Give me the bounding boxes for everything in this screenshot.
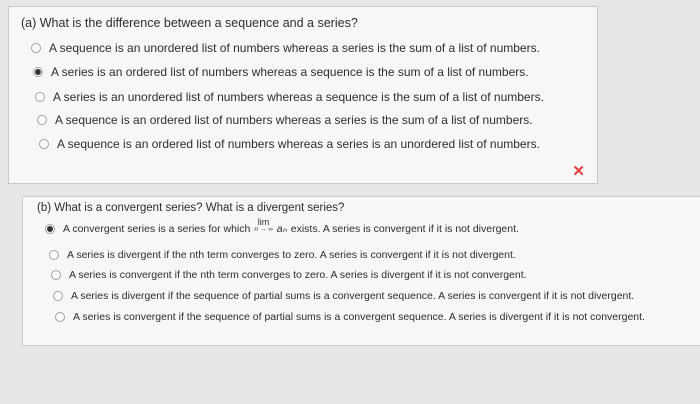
question-b-option-1[interactable] [45, 217, 519, 237]
radio-button[interactable] [51, 270, 61, 280]
radio-button-selected[interactable] [45, 224, 55, 234]
option-label-suffix: exists. A series is convergent if it is not divergent. [290, 222, 519, 235]
question-b-option-2[interactable] [49, 249, 516, 261]
limit-term: aₙ [276, 222, 287, 235]
option-label: A sequence is an ordered list of numbers whereas a series is the sum of a list of numbers. [55, 113, 533, 127]
question-a-panel [8, 6, 598, 184]
radio-button-selected[interactable] [33, 67, 43, 77]
question-a-option-4[interactable] [37, 113, 533, 127]
option-label: A series is an unordered list of numbers whereas a sequence is the sum of a list of numbers. [53, 90, 544, 104]
limit-word: lim [257, 217, 270, 227]
limit-expression [254, 218, 272, 234]
question-b-panel [22, 196, 700, 346]
question-a-option-3[interactable] [35, 90, 544, 104]
option-label: A series is convergent if the nth term converges to zero. A series is divergent if it is not convergent. [69, 269, 527, 281]
radio-button[interactable] [31, 43, 41, 53]
radio-button[interactable] [49, 250, 59, 260]
option-label: A sequence is an ordered list of numbers whereas a series is an unordered list of numbers. [57, 137, 540, 151]
x-mark-icon: ✕ [572, 163, 585, 180]
radio-button[interactable] [53, 291, 63, 301]
option-label: A sequence is an unordered list of numbers whereas a series is the sum of a list of numbers. [49, 41, 540, 55]
radio-button[interactable] [55, 312, 65, 322]
question-a-title: (a) What is the difference between a sequence and a series? [21, 16, 358, 30]
option-label: A series is an ordered list of numbers whereas a sequence is the sum of a list of numbers. [51, 65, 529, 79]
radio-button[interactable] [39, 139, 49, 149]
radio-button[interactable] [35, 92, 45, 102]
option-label: A series is divergent if the nth term converges to zero. A series is convergent if it is not divergent. [67, 249, 516, 261]
question-b-option-3[interactable] [51, 269, 527, 281]
question-b-option-5[interactable] [55, 311, 645, 323]
question-b-option-4[interactable] [53, 290, 634, 302]
question-a-option-2[interactable] [33, 65, 529, 79]
option-label: A series is convergent if the sequence of partial sums is a convergent sequence. A series is divergent if it is not convergent. [73, 311, 645, 323]
radio-button[interactable] [37, 115, 47, 125]
question-a-option-1[interactable] [31, 41, 540, 55]
question-a-option-5[interactable] [39, 137, 540, 151]
limit-subscript: n → ∞ [254, 226, 273, 233]
option-label: A series is divergent if the sequence of partial sums is a convergent sequence. A series is convergent if it is not divergent. [71, 290, 635, 302]
question-b-title: (b) What is a convergent series? What is a divergent series? [37, 202, 345, 214]
option-label-prefix: A convergent series is a series for which [63, 222, 251, 235]
